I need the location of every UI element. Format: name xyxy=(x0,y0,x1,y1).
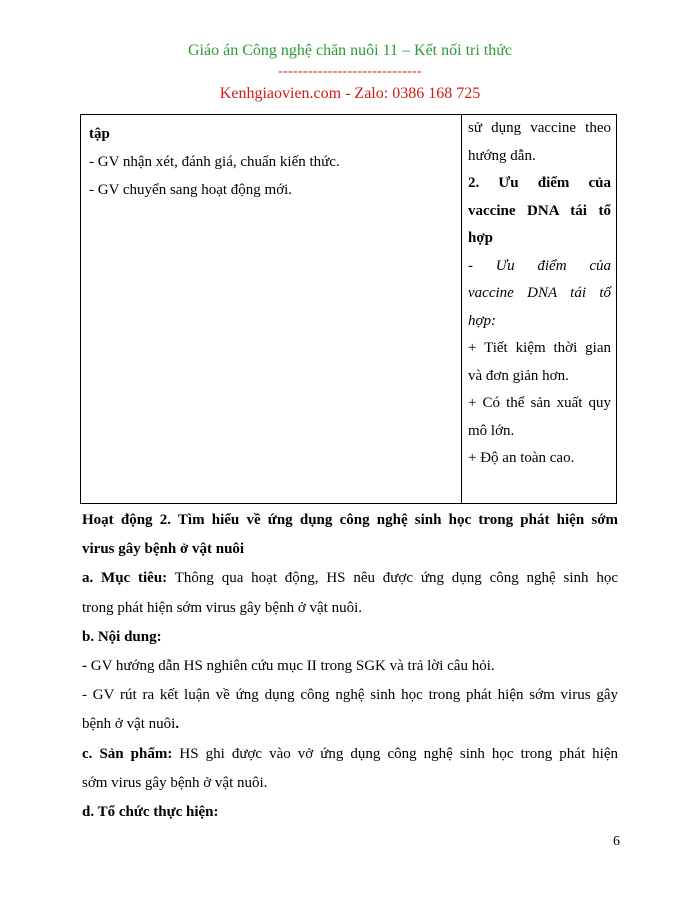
right-line: vaccine DNA tái tổ xyxy=(468,202,611,219)
right-line: và đơn giản hơn. xyxy=(468,367,569,384)
activity-section xyxy=(82,506,618,827)
product-text: HS ghi được vào vở ứng dụng công nghệ sinh học trong phát hiện xyxy=(172,745,618,762)
page-header-dashes: ----------------------------- xyxy=(278,64,422,79)
product-line1 xyxy=(82,740,618,769)
page-number: 6 xyxy=(613,834,620,849)
right-line: hợp: xyxy=(468,312,497,329)
right-line: sử dụng vaccine theo xyxy=(468,120,611,136)
organize-label: d. Tổ chức thực hiện: xyxy=(82,804,219,821)
right-line: mô lớn. xyxy=(468,422,515,439)
left-line: - GV nhận xét, đánh giá, chuẩn kiến thức. xyxy=(89,154,340,170)
content-item-1-text: GV hướng dẫn HS nghiên cứu mục II trong SGK và trả lời câu hỏi. xyxy=(90,658,495,675)
right-line: hợp xyxy=(468,230,493,246)
page-header-contact: Kenhgiaovien.com - Zalo: 0386 168 725 xyxy=(219,85,481,102)
content-label: b. Nội dung: xyxy=(82,628,162,645)
content-item-2-end: . xyxy=(175,716,180,733)
objective-text: Thông qua hoạt động, HS nêu được ứng dụng công nghệ sinh học xyxy=(167,570,618,587)
content-item-1-dash: - xyxy=(82,658,91,675)
content-item-2-line2 xyxy=(82,710,618,739)
left-line: tập xyxy=(89,126,110,142)
lesson-table xyxy=(80,114,617,504)
right-line: + Tiết kiệm thời gian xyxy=(468,340,611,356)
table-right-cell xyxy=(468,115,611,473)
right-line: - Ưu điểm của xyxy=(468,257,611,274)
left-line: - GV chuyển sang hoạt động mới. xyxy=(89,182,293,198)
product-line2: sớm virus gây bệnh ở vật nuôi. xyxy=(82,774,268,791)
right-line: + Độ an toàn cao. xyxy=(468,450,575,466)
objective-label: a. Mục tiêu: xyxy=(82,570,168,587)
objective-line2: trong phát hiện sớm virus gây bệnh ở vật nuôi. xyxy=(82,599,362,616)
activity-title-line1: Hoạt động 2. Tìm hiểu về ứng dụng công nghệ sinh học trong phát hiện sớm xyxy=(82,512,618,528)
content-item-1 xyxy=(82,652,618,681)
content-item-2-line1: - GV rút ra kết luận về ứng dụng công nghệ sinh học trong phát hiện sớm virus gây xyxy=(82,687,618,704)
activity-title-line2: virus gây bệnh ở vật nuôi xyxy=(82,541,245,558)
objective-line1 xyxy=(82,564,618,593)
table-left-cell xyxy=(89,120,449,204)
right-line: vaccine DNA tái tổ xyxy=(468,285,611,301)
product-label: c. Sản phẩm: xyxy=(82,745,173,762)
right-line: hướng dẫn. xyxy=(468,147,536,164)
right-line: + Có thể sản xuất quy xyxy=(468,395,611,411)
table-column-divider xyxy=(461,115,462,503)
right-line: 2. Ưu điểm của xyxy=(468,175,611,191)
page-header-title: Giáo án Công nghệ chăn nuôi 11 – Kết nối tri thức xyxy=(187,42,512,59)
content-item-2-text: bệnh ở vật nuôi xyxy=(82,716,176,733)
